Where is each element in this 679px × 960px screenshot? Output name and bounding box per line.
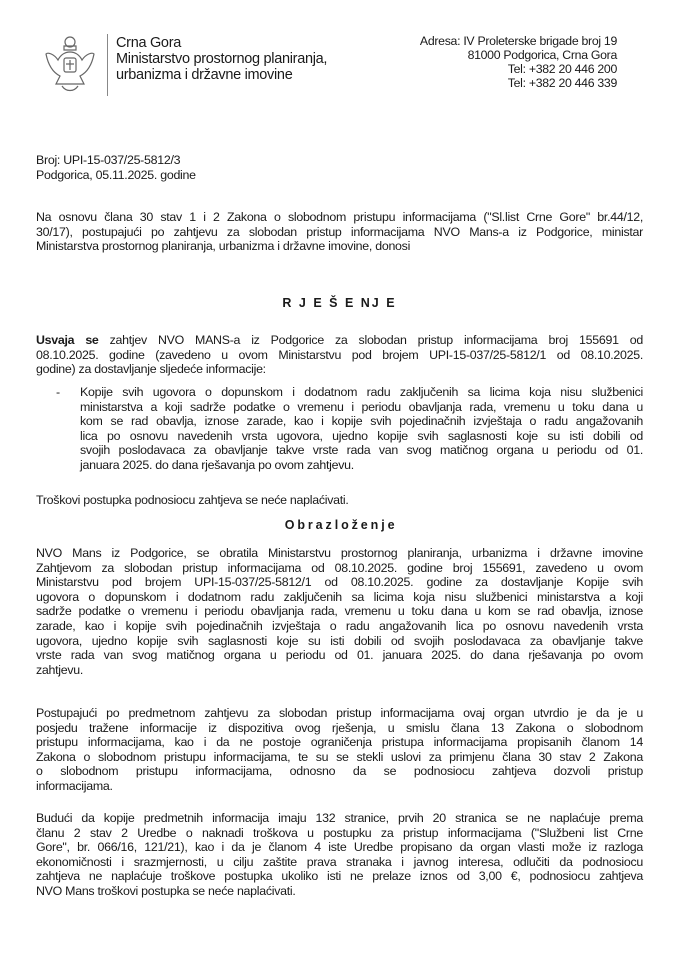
text-line: Gore", br. 066/16, 121/21), kao i da je članom 4 iste Uredbe propisano da organ vlasti može iz razloga [36, 840, 643, 855]
text-line: NVO Mans iz Podgorice, se obratila Ministarstvu prostornog planiranja, urbanizma i državne imovine [36, 546, 643, 560]
text-line: kom se rad obavlja, iznose zarade, kao i kopije svih pojedinačnih izvještaja o radu angažovanih [80, 414, 643, 429]
text-line: ugovora o dopunskom i dodatnom radu zaključenih sa licima koja nisu službenici ministarstva a koji [36, 589, 643, 604]
reasoning-paragraph-3 [36, 811, 643, 899]
text-line: Budući da kopije predmetnih informacija imaju 132 stranice, prvih 20 stranica se ne naplaćuje prema [36, 811, 643, 825]
text-line: zarade, kao i kopije svih pojedinačnih izvještaja o radu angažovanih lica po osnovu navedenih vrsta [36, 618, 643, 633]
text-line: pristupu informacijama, kao i da ne postoje ograničenja pristupa informacijama propisanih članom 14 [36, 735, 643, 750]
text-line: svojih poslodavaca za obavljanje takve vrste rada van svog matičnog organa u periodu od 01. [80, 443, 643, 458]
text-line: Na osnovu člana 30 stav 1 i 2 Zakona o slobodnom pristupu informacijama ("Sl.list Crne Gore" br.44/12, [36, 210, 643, 224]
text-line: Zakona o slobodnom pristupu informacijama, te su se stekli uslovi za primjenu člana 30 stav 2 Zakona [36, 749, 643, 764]
coat-of-arms-icon [44, 34, 96, 96]
text-line: zahtjevu. [36, 662, 84, 677]
place-date: Podgorica, 05.11.2025. godine [36, 167, 196, 182]
text-line: o slobodnom pristupu informacijama, odnosno da se podnosiocu zahtjeva dozvoli pristup [36, 764, 643, 779]
text-line: sadrže podatke o vremenu i periodu obavljanja rada, vremenu u toku dana u kom se rad obavlja, iznose [36, 604, 643, 619]
phone-2: Tel: +382 20 446 339 [507, 76, 617, 90]
document-number: Broj: UPI-15-037/25-5812/3 [36, 153, 181, 167]
bullet-dash: - [56, 385, 60, 399]
ministry-line-1: Ministarstvo prostornog planiranja, [116, 51, 328, 67]
text-line: ugovora, ujedno kopije svih saglasnosti koje su isti dobili od svojih poslodavaca za obavljanje takve [36, 633, 643, 648]
phone-1: Tel: +382 20 446 200 [507, 62, 617, 76]
text-line: 30/17), postupajući po zahtjevu za slobodan pristup informacijama NVO Mans-a iz Podgorice, ministar [36, 224, 643, 239]
text-line: ministarstva a koji sadrže podatke o vremenu i periodu obavljanja rada, vremenu u toku dana u [80, 399, 643, 414]
decision-line: Usvaja se zahtjev NVO MANS-a iz Podgorice za slobodan pristup informacijama broj 155691 od [36, 333, 644, 347]
text-line: lica po osnovu navedenih vrsta ugovora, ujedno kopije svih saglasnosti koje su isti dobili od [80, 428, 643, 443]
reasoning-title: O b r a z l o ž e n j e [284, 518, 395, 532]
decision-line: godine) za dostavljanje sljedeće informacije: [36, 362, 266, 377]
decision-line: 08.10.2025. godine (zavedeno u ovom Ministarstvu pod brojem UPI-15-037/25-5812/1 od 08.10.2025. [36, 347, 643, 362]
text-line: posjedu tražene informacije iz dispozitiva ovog rješenja, u smislu člana 13 Zakona o slobodnom [36, 720, 643, 735]
text-line: vrste rada van svog matičnog organa u periodu od 01. januara 2025. do dana rješavanja po ovom [36, 648, 643, 663]
text-line: NVO Mans troškovi postupka se neće naplaćivati. [36, 883, 296, 898]
text-line: Zahtjevom za slobodan pristup informacijama od 08.10.2025. godine broj 155691, zavedeno u ovom [36, 560, 643, 575]
text-line: članu 2 stav 2 Uredbe o naknadi troškova u postupku za pristup informacijama ("Službeni list Crne [36, 825, 643, 840]
reasoning-paragraph-1 [36, 546, 643, 677]
decision-lead: Usvaja se [36, 333, 99, 347]
address-city: 81000 Podgorica, Crna Gora [467, 48, 617, 62]
text-line: Ministarstva prostornog planiranja, urbanizma i državne imovine, donosi [36, 239, 411, 254]
intro-paragraph [36, 210, 643, 254]
decision-title: R J E Š E NJ E [282, 296, 397, 310]
reasoning-paragraph-2 [36, 706, 643, 794]
text-line: informacijama. [36, 778, 113, 793]
text-line: Kopije svih ugovora o dopunskom i dodatnom radu zaključenih sa licima koja nisu službenici [80, 385, 643, 399]
text-line: ekonomičnosti i srazmjernosti, u cilju zaštite prava stranaka i javnog interesa, odlučiti da podnosiocu [36, 854, 643, 869]
reference-block [36, 153, 196, 182]
ministry-line-2: urbanizma i državne imovine [116, 67, 293, 83]
country-name: Crna Gora [116, 35, 181, 51]
text-line: januara 2025. do dana rješavanja po ovom zahtjevu. [80, 457, 354, 472]
requested-info-item [80, 385, 643, 473]
costs-statement: Troškovi postupka podnosiocu zahtjeva se neće naplaćivati. [36, 493, 349, 507]
text-line: zahtjeva ne naplaćuje troškove postupka ukoliko isti ne prelaze iznos od 3,00 €, podnosiocu zahtjeva [36, 869, 643, 884]
text-line: Ministarstvu pod brojem UPI-15-037/25-5812/1 od 08.10.2025. godine za dostavljanje Kopije svih [36, 575, 643, 590]
text-line: Postupajući po predmetnom zahtjevu za slobodan pristup informacijama ovaj organ utvrdio je da je u [36, 706, 643, 720]
decision-paragraph [36, 333, 643, 377]
address-line: Adresa: IV Proleterske brigade broj 19 [419, 34, 617, 48]
ministry-name [116, 35, 327, 83]
header-divider [107, 34, 108, 96]
contact-address [420, 34, 617, 90]
